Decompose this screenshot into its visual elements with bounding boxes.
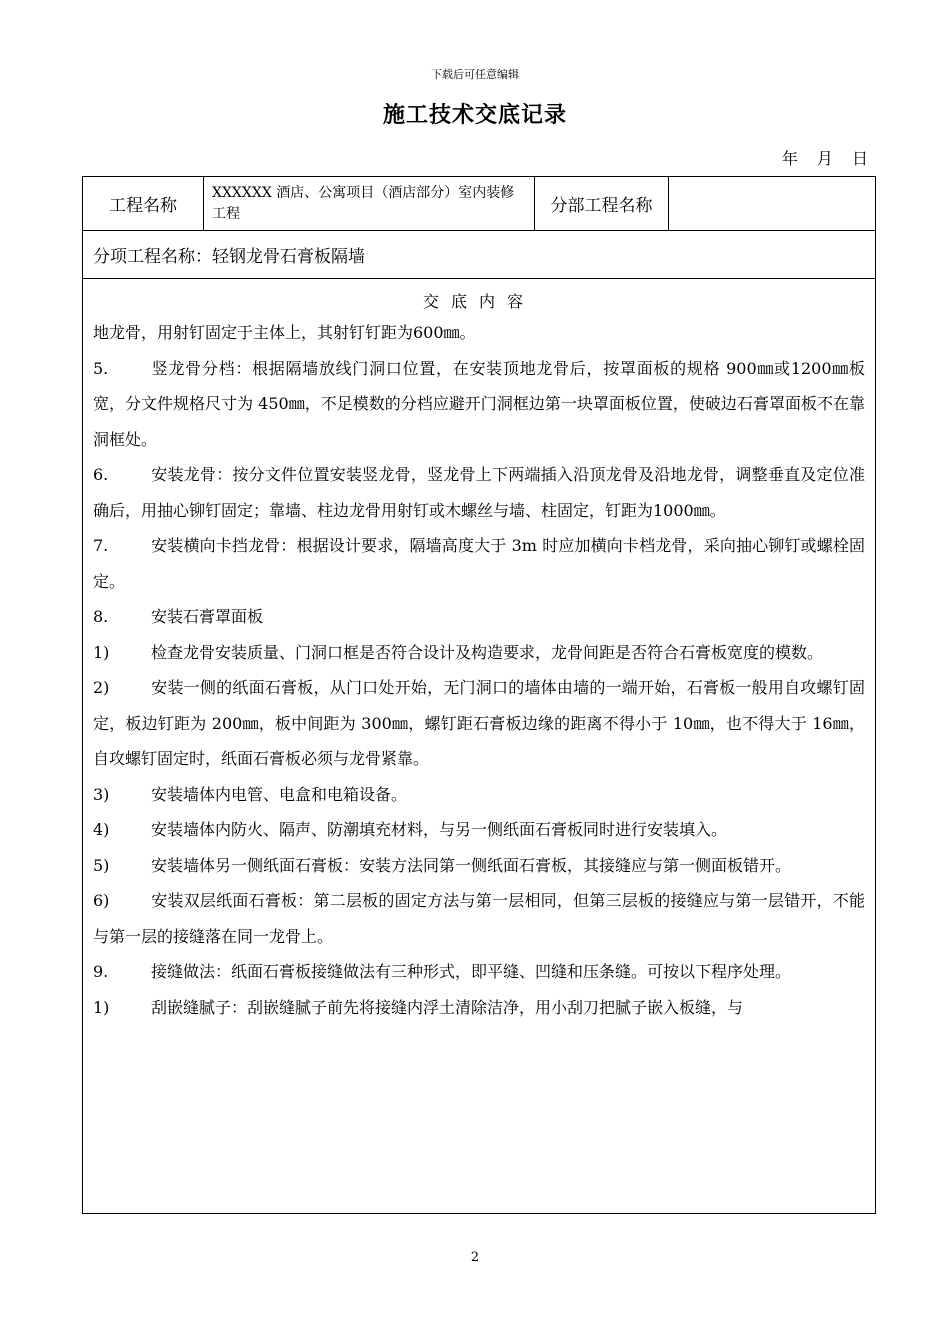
- content-heading: 交底内容: [422, 292, 535, 311]
- project-name-value: XXXXXX 酒店、公寓项目（酒店部分）室内装修工程: [204, 177, 535, 230]
- content-paragraph: [93, 599, 865, 635]
- paragraph-number: 1): [93, 997, 110, 1017]
- content-paragraph: [93, 635, 865, 671]
- project-name-label: 工程名称: [83, 177, 204, 230]
- paragraph-text: 安装石膏罩面板: [151, 607, 264, 626]
- paragraph-text: 接缝做法：纸面石膏板接缝做法有三种形式，即平缝、凹缝和压条缝。可按以下程序处理。: [151, 962, 792, 981]
- page-title: 施工技术交底记录: [382, 102, 567, 128]
- paragraph-text: 安装龙骨：按分文件位置安装竖龙骨，竖龙骨上下两端插入沿顶龙骨及沿地龙骨，调整垂直及定位准确后，用抽心铆钉固定；靠墙、柱边龙骨用射钉或木螺丝与墙、柱固定，钉距为1000㎜。: [93, 465, 865, 520]
- paragraph-number: 3): [93, 784, 110, 804]
- paragraph-number: 4): [93, 820, 110, 839]
- paragraph-number: 2): [93, 678, 110, 697]
- paragraph-number: 1): [93, 642, 110, 662]
- content-section: [83, 279, 875, 1213]
- paragraph-text: 安装墙体另一侧纸面石膏板：安装方法同第一侧纸面石膏板，其接缝应与第一侧面板错开。: [151, 855, 792, 875]
- paragraph-text: 安装一侧的纸面石膏板，从门口处开始，无门洞口的墙体由墙的一端开始，石膏板一般用自攻螺钉固定，板边钉距为 200㎜，板中间距为 300㎜，螺钉距石膏板边缘的距离不得小于 10㎜，也不得大于 16㎜，自攻螺钉固定时，纸面石膏板必须与龙骨紧靠。: [93, 678, 865, 768]
- header-note: 下载后可任意编辑: [431, 68, 519, 81]
- sub-project-label: 分部工程名称: [535, 177, 669, 230]
- paragraph-text: 刮嵌缝腻子：刮嵌缝腻子前先将接缝内浮土清除洁净，用小刮刀把腻子嵌入板缝，与: [151, 997, 744, 1017]
- page-number: 2: [470, 1250, 480, 1265]
- paragraph-number: 6.: [93, 465, 109, 484]
- project-row: [83, 177, 875, 231]
- record-table: [82, 176, 876, 1214]
- paragraph-number: 8.: [93, 607, 109, 626]
- paragraph-text: 竖龙骨分档：根据隔墙放线门洞口位置，在安装顶地龙骨后，按罩面板的规格 900㎜或1200㎜板宽，分文件规格尺寸为 450㎜，不足模数的分档应避开门洞框边第一块罩面板位置，使破边石膏罩面板不在靠洞框处。: [93, 358, 865, 449]
- paragraph-text: 安装墙体内电管、电盒和电箱设备。: [151, 784, 408, 804]
- paragraph-number: 5.: [93, 358, 109, 378]
- paragraph-text: 安装墙体内防火、隔声、防潮填充材料，与另一侧纸面石膏板同时进行安装填入。: [151, 820, 728, 839]
- paragraph-text: 安装横向卡挡龙骨：根据设计要求，隔墙高度大于 3m 时应加横向卡档龙骨，采向抽心铆钉或螺栓固定。: [93, 536, 865, 591]
- content-paragraphs: [83, 315, 875, 1025]
- content-paragraph: [93, 848, 865, 884]
- sub-project-value: [669, 177, 875, 230]
- content-paragraph: [93, 351, 865, 458]
- paragraph-number: 5): [93, 855, 110, 875]
- date-line: 年 月 日: [781, 149, 868, 168]
- content-paragraph: [93, 954, 865, 990]
- content-paragraph: [93, 457, 865, 528]
- paragraph-number: 7.: [93, 536, 109, 555]
- paragraph-number: 9.: [93, 962, 109, 981]
- paragraph-text: 地龙骨，用射钉固定于主体上，其射钉钉距为600㎜。: [93, 323, 476, 342]
- content-paragraph: [93, 812, 865, 848]
- content-paragraph: [93, 777, 865, 813]
- paragraph-text: 安装双层纸面石膏板：第二层板的固定方法与第一层相同，但第三层板的接缝应与第一层错开，不能与第一层的接缝落在同一龙骨上。: [93, 891, 865, 946]
- paragraph-number: 6): [93, 891, 110, 910]
- content-paragraph: [93, 670, 865, 777]
- item-project-row: 分项工程名称：轻钢龙骨石膏板隔墙: [83, 230, 875, 279]
- content-paragraph: [93, 315, 865, 351]
- paragraph-text: 检查龙骨安装质量、门洞口框是否符合设计及构造要求，龙骨间距是否符合石膏板宽度的模数。: [151, 642, 824, 662]
- content-paragraph: [93, 528, 865, 599]
- content-paragraph: [93, 990, 865, 1026]
- content-paragraph: [93, 883, 865, 954]
